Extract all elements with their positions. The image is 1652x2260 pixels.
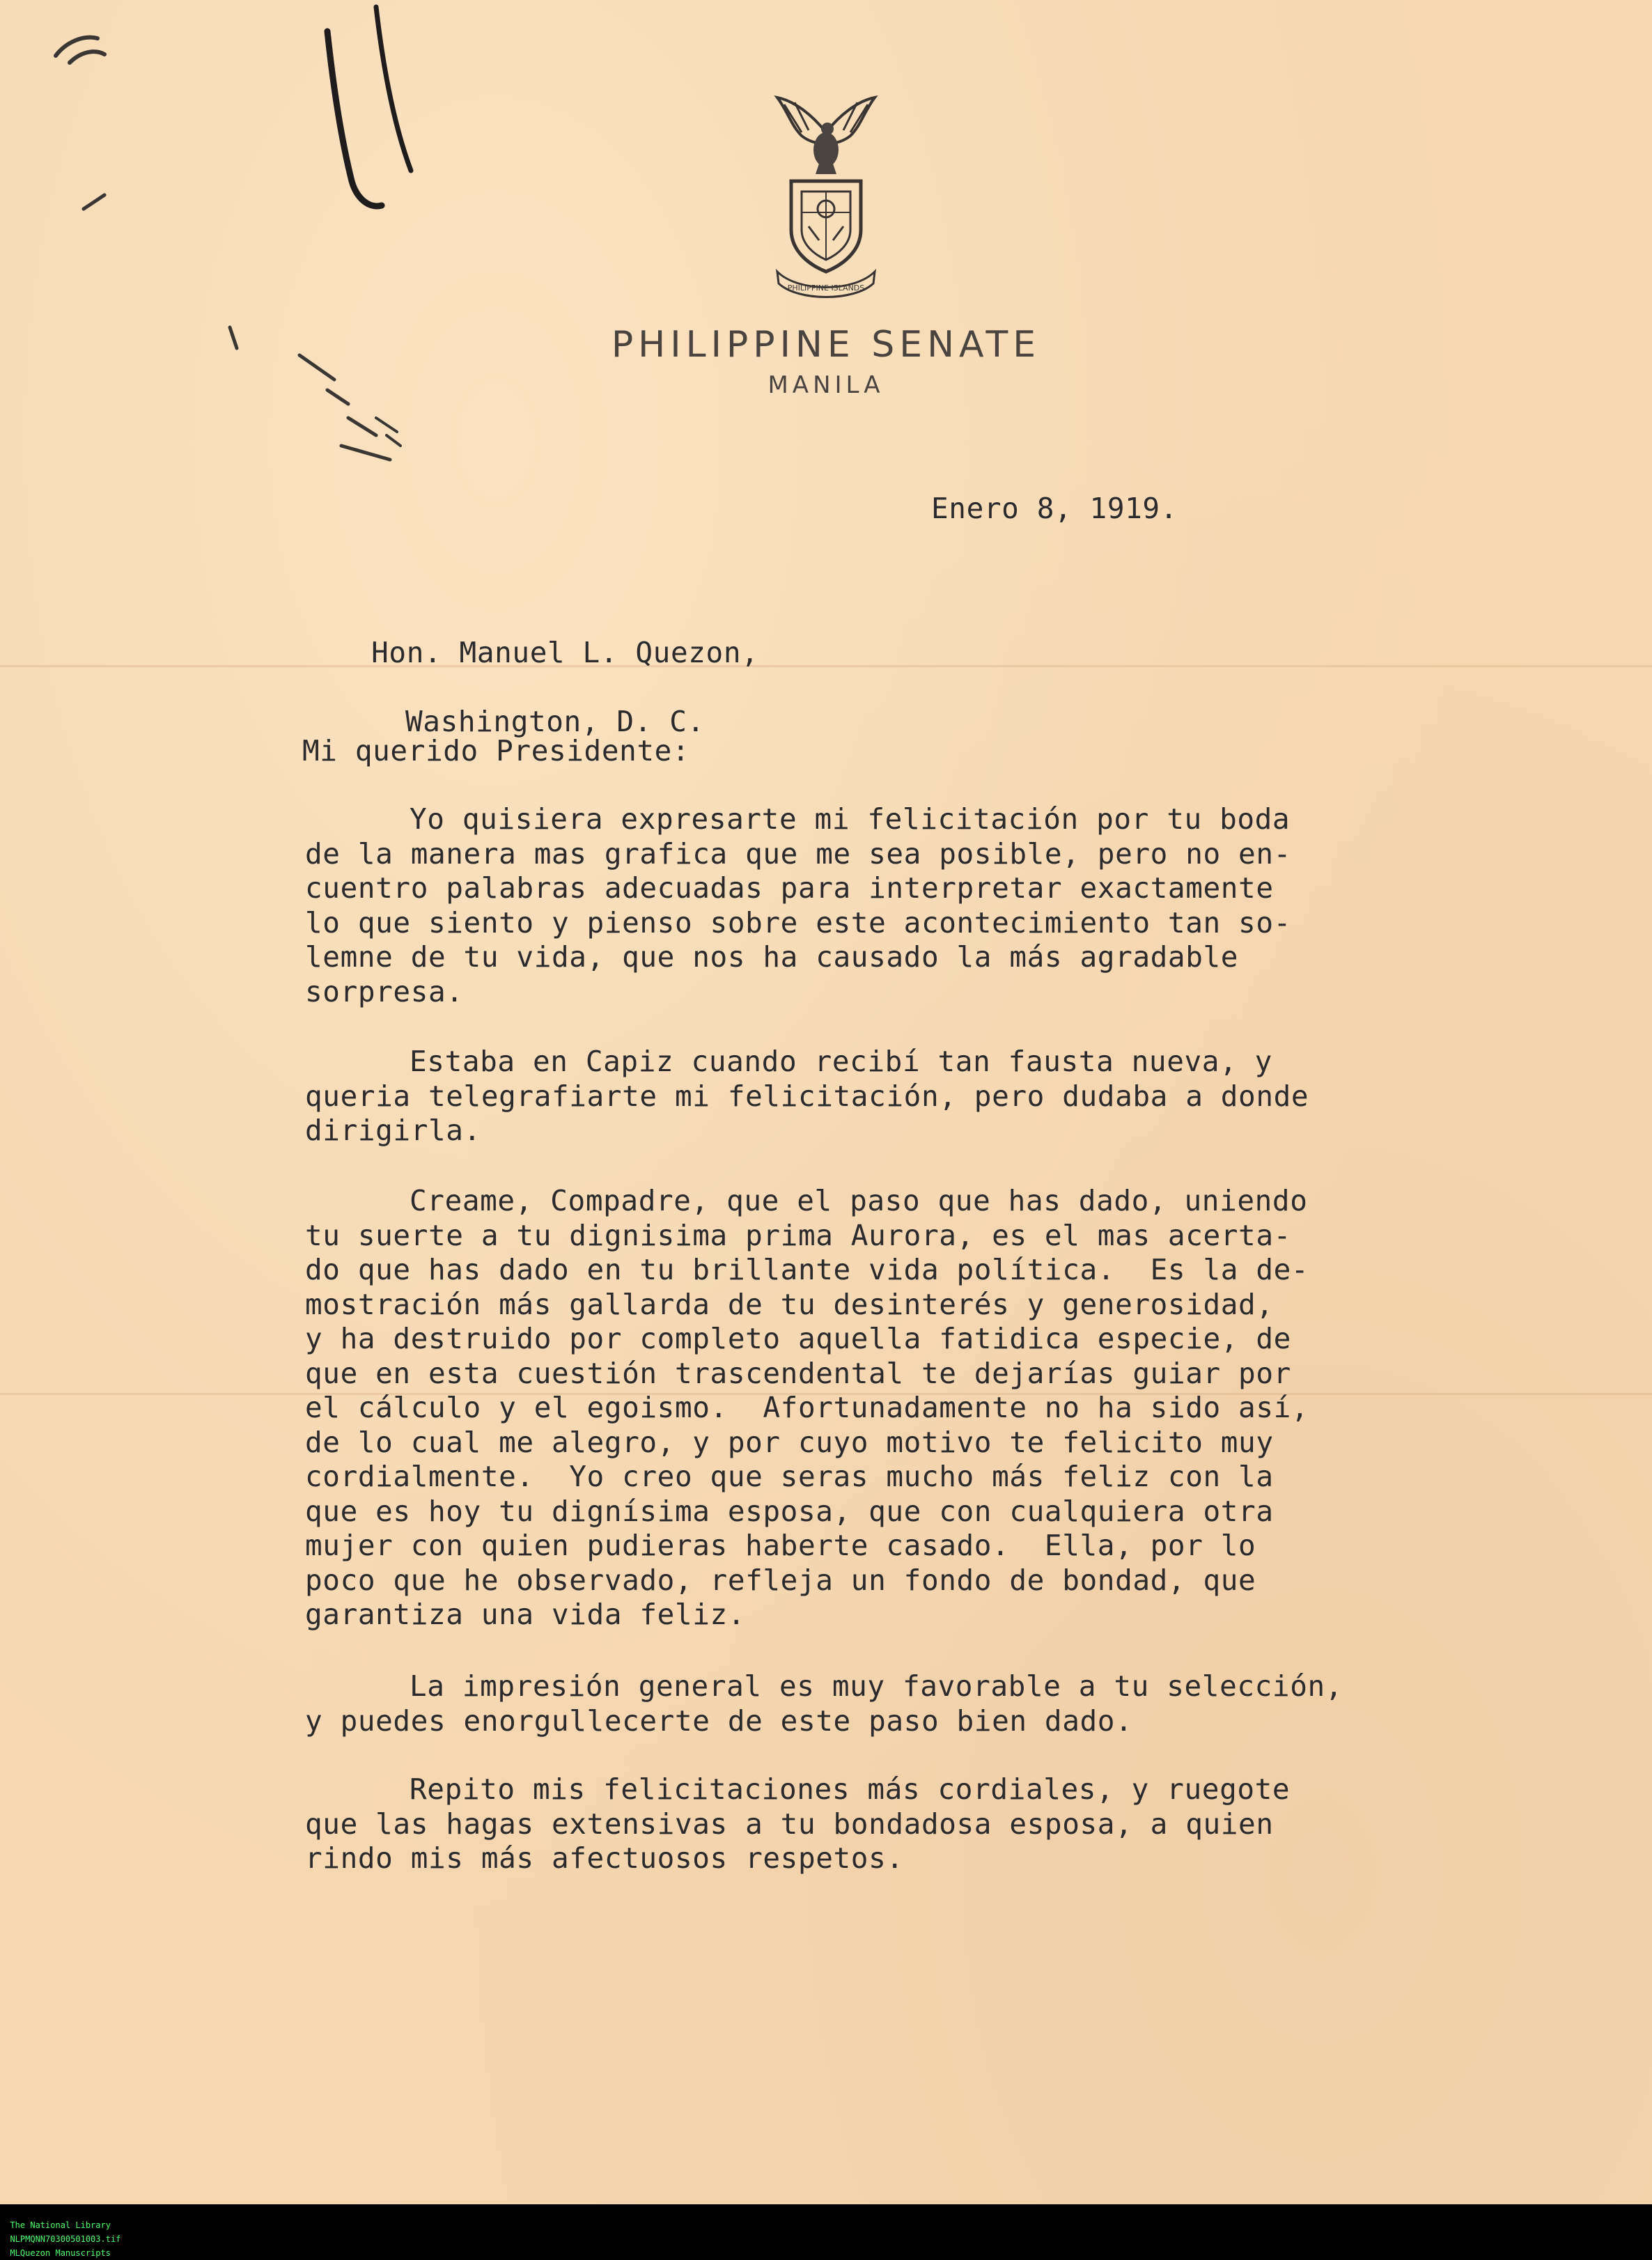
paragraph-line: garantiza una vida feliz. xyxy=(305,1598,746,1631)
paragraph-line: Repito mis felicitaciones más cordiales, y ruegote xyxy=(410,1772,1291,1806)
paragraph-line: el cálculo y el egoismo. Afortunadamente no ha sido así, xyxy=(305,1391,1309,1424)
letterhead-city: MANILA xyxy=(767,371,885,399)
footer-collection: MLQuezon Manuscripts xyxy=(10,2248,111,2258)
paragraph-line: mujer con quien pudieras haberte casado. Ella, por lo xyxy=(305,1529,1256,1562)
addressee-name: Hon. Manuel L. Quezon, xyxy=(371,635,759,669)
senate-seal-icon xyxy=(770,94,882,303)
paragraph-line: que las hagas extensivas a tu bondadosa esposa, a quien xyxy=(305,1807,1274,1841)
paragraph-line: La impresión general es muy favorable a tu selección, xyxy=(410,1669,1343,1703)
paragraph-line: Estaba en Capiz cuando recibí tan fausta nueva, y xyxy=(410,1045,1272,1078)
paragraph-line: lo que siento y pienso sobre este acontecimiento tan so- xyxy=(305,905,1291,940)
paragraph-line: que es hoy tu dignísima esposa, que con cualquiera otra xyxy=(305,1494,1274,1528)
paragraph-line: Yo quisiera expresarte mi felicitación por tu boda xyxy=(410,802,1291,836)
paragraph-line: y ha destruido por completo aquella fatidica especie, de xyxy=(305,1322,1291,1355)
paragraph xyxy=(305,1669,1343,1738)
paragraph-line: y puedes enorgullecerte de este paso bien dado. xyxy=(305,1704,1133,1738)
paragraph xyxy=(305,1772,1290,1876)
paragraph xyxy=(305,802,1291,1009)
addressee-location: Washington, D. C. xyxy=(405,704,705,738)
scan-footer xyxy=(0,2204,1652,2258)
letterhead-title: PHILIPPINE SENATE xyxy=(611,324,1041,366)
paragraph-line: cordialmente. Yo creo que seras mucho más feliz con la xyxy=(305,1460,1274,1493)
paragraph xyxy=(305,1184,1309,1632)
letter-date: Enero 8, 1919. xyxy=(931,492,1178,525)
letterhead xyxy=(0,94,1652,399)
paragraph-line: de la manera mas grafica que me sea posible, pero no en- xyxy=(305,836,1291,871)
paragraph-line: sorpresa. xyxy=(305,974,464,1008)
seal-ribbon-text: PHILIPPINE ISLANDS xyxy=(787,283,865,293)
fold-line xyxy=(0,665,1652,667)
footer-library: The National Library xyxy=(10,2220,111,2230)
paragraph-line: Creame, Compadre, que el paso que has dado, uniendo xyxy=(410,1184,1308,1217)
paragraph-line: poco que he observado, refleja un fondo de bondad, que xyxy=(305,1563,1256,1597)
paragraph-line: queria telegrafiarte mi felicitación, pero dudaba a donde xyxy=(305,1079,1309,1113)
paragraph-line: de lo cual me alegro, y por cuyo motivo te felicito muy xyxy=(305,1425,1274,1459)
salutation: Mi querido Presidente: xyxy=(302,734,690,767)
paragraph-line: tu suerte a tu dignisima prima Aurora, es el mas acerta- xyxy=(305,1218,1291,1252)
paragraph-line: que en esta cuestión trascendental te dejarías guiar por xyxy=(305,1356,1291,1390)
paragraph-line: rindo mis más afectuosos respetos. xyxy=(305,1841,904,1875)
paragraph-line: do que has dado en tu brillante vida política. Es la de- xyxy=(305,1253,1309,1286)
addressee-block xyxy=(301,601,758,808)
paragraph-line: cuentro palabras adecuadas para interpretar exactamente xyxy=(305,871,1274,905)
paragraph xyxy=(305,1045,1309,1148)
paragraph-line: dirigirla. xyxy=(305,1114,481,1147)
paragraph-line: mostración más gallarda de tu desinterés y generosidad, xyxy=(305,1287,1274,1321)
paragraph-line: lemne de tu vida, que nos ha causado la más agradable xyxy=(305,940,1239,974)
footer-file: NLPMQNN70300501003.tif xyxy=(10,2234,121,2244)
